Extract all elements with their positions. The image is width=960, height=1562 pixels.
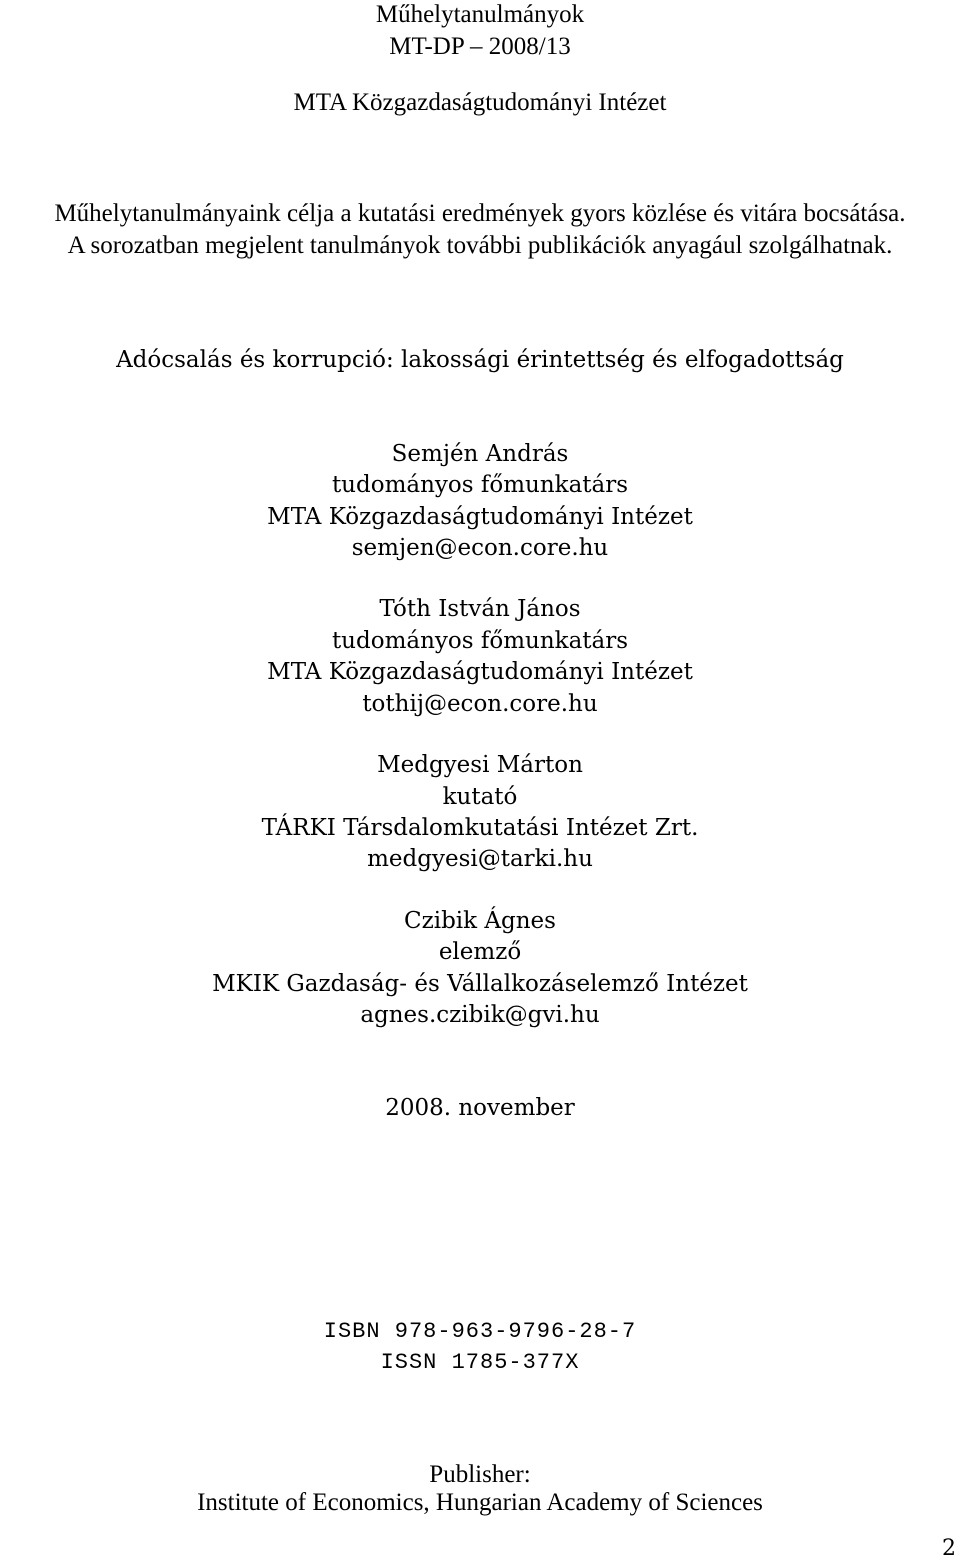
paper-title: Adócsalás és korrupció: lakossági érintettség és elfogadottság (116, 347, 844, 373)
author-name: Medgyesi Márton (377, 752, 583, 778)
author-affiliation: TÁRKI Társdalomkutatási Intézet Zrt. (261, 815, 699, 841)
author-email: semjen@econ.core.hu (351, 535, 609, 561)
author-email: agnes.czibik@gvi.hu (360, 1002, 600, 1028)
author-affiliation: MKIK Gazdaság- és Vállalkozáselemző Intézet (212, 971, 748, 997)
issn: ISSN 1785-377X (380, 1350, 580, 1375)
author-email: medgyesi@tarki.hu (367, 846, 593, 872)
author-email: tothij@econ.core.hu (362, 691, 598, 717)
author-name: Czibik Ágnes (404, 908, 556, 934)
series-title: Műhelytanulmányok (375, 1, 585, 28)
publication-date: 2008. november (385, 1095, 575, 1121)
author-affiliation: MTA Közgazdaságtudományi Intézet (267, 504, 693, 530)
header-institute: MTA Közgazdaságtudományi Intézet (293, 89, 667, 116)
author-role: tudományos főmunkatárs (331, 628, 629, 654)
author-affiliation: MTA Közgazdaságtudományi Intézet (267, 659, 693, 685)
author-role: tudományos főmunkatárs (331, 472, 629, 498)
intro-line-1: Műhelytanulmányaink célja a kutatási eredmények gyors közlése és vitára bocsátása. (54, 200, 906, 227)
isbn: ISBN 978-963-9796-28-7 (323, 1319, 637, 1344)
publisher-label: Publisher: (429, 1461, 531, 1488)
series-number: MT-DP – 2008/13 (389, 33, 571, 60)
intro-line-2: A sorozatban megjelent tanulmányok további publikációk anyagául szolgálhatnak. (67, 232, 893, 259)
author-name: Semjén András (391, 441, 569, 467)
author-name: Tóth István János (379, 596, 581, 622)
page-number: 2 (942, 1536, 956, 1561)
author-role: elemző (438, 939, 522, 965)
author-role: kutató (442, 784, 518, 810)
publisher-name: Institute of Economics, Hungarian Academy of Sciences (197, 1489, 763, 1516)
